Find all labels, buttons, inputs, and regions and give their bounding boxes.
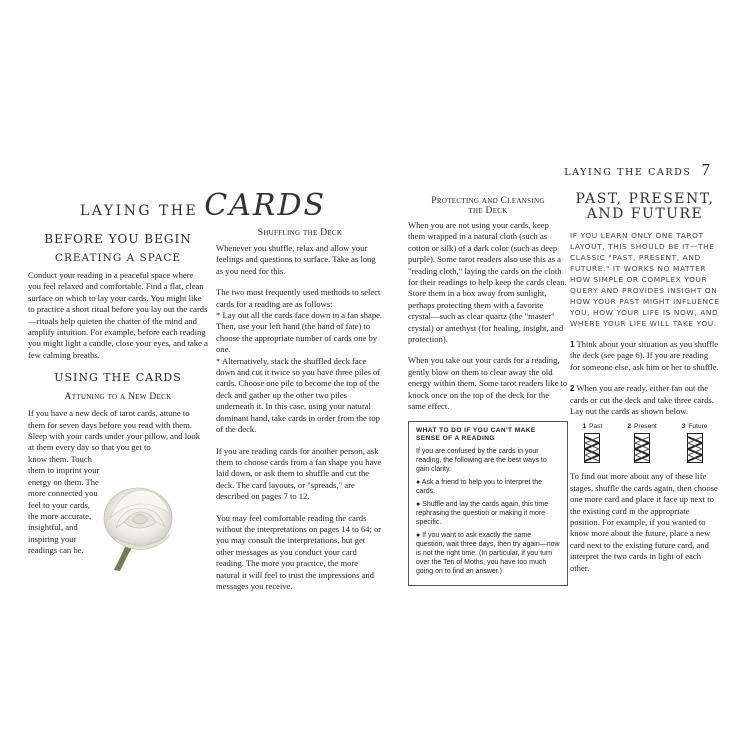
bullet-cut-deck: * Alternatively, stack the shuffled deck face down and cut it twice so you have three piles of cards. Choose one pile to become the top of the deck and gather up the other two piles underneath it. In this case, using your natural dominant hand, take cards in order from the top of the deck. — [216, 355, 381, 435]
subheading-attuning: Attuning to a New Deck — [64, 392, 172, 403]
paragraph-creating-space: Conduct your reading in a peaceful space where you feel relaxed and comfortable. Find a flat, clean surface on which to lay your cards. You might like to practice a short ritual before you lay out the cards—rituals help quieten the chatter of the mind and amplify intuition. For example, before each reading you might light a candle, close your eyes, and take a few calming breaths. — [28, 270, 208, 360]
column-shuffling — [216, 228, 384, 592]
box-item-wait: ● If you want to ask exactly the same question, wait three days, then try again—now is not the right time. (In particular, if you turn over the Ten of Moths, you have too much going on to find an answer.) — [416, 531, 560, 575]
page-number: 7 — [701, 160, 710, 179]
step-2 — [570, 383, 720, 417]
card-present — [627, 423, 656, 463]
paragraph-attuning-full: If you have a new deck of tarot cards, attune to them for seven days before you read with them. Sleep with your cards under your pillow, and look at them every day so that you get to — [28, 408, 201, 453]
intro-caps-text: IF YOU LEARN ONLY ONE TAROT LAYOUT, THIS SHOULD BE IT—THE CLASSIC "PAST, PRESENT, AND FUTURE." IT WORKS NO MATTER HOW SIMPLE OR COMPLEX YOUR QUERY AND PROVIDES INSIGHT ON HOW YOUR PAST MIGHT INFLUENCE YOU, HOW YOUR LIFE IS NOW, AND WHERE YOUR LIFE WILL TAKE YOU. — [570, 231, 720, 328]
step-1-number: 1 — [570, 340, 575, 349]
card-layout-diagram — [570, 423, 720, 463]
step-1-text: Think about your situation as you shuffle the deck (see page 6). If you are reading for someone else, ask him or her to shuffle. — [570, 339, 719, 372]
card-past-number: 1 — [582, 423, 587, 431]
page-title-prefix: LAYING THE — [80, 203, 199, 219]
box-title: WHAT TO DO IF YOU CAN'T MAKE SENSE OF A READING — [416, 426, 536, 442]
card-future — [682, 423, 708, 463]
paragraph-life-stages: To find out more about any of these life stages, shuffle the cards again, then choose one more card and place it face up next to the existing card in the appropriate position. For example, if you wanted to know more about the future, place a new card next to the existing future card, and interpret the two cards in light of each other. — [570, 471, 718, 573]
sidebar-box-cant-make-sense — [408, 421, 568, 586]
column-past-present-future — [570, 192, 720, 574]
page-title — [80, 188, 326, 223]
card-future-number: 3 — [681, 423, 686, 431]
running-head — [564, 160, 710, 180]
paragraph-interpretations: You may feel comfortable reading the cards without the interpretations on pages 14 to 64; or you may consult the interpretations, but get other messages as you conduct your card reading. The more you practice, the more natural it will feel to trust the impressions and messages you receive. — [216, 512, 382, 591]
card-back-icon — [634, 433, 650, 463]
box-intro: If you are confused by the cards in your reading, the following are the best ways to gain clarity. — [416, 447, 547, 473]
step-1 — [570, 339, 720, 373]
column-protecting — [408, 196, 568, 586]
heading-protecting-line1: Protecting and Cleansing — [431, 196, 545, 206]
page-title-main: CARDS — [204, 188, 327, 223]
heading-past-present-future: PAST, PRESENT, AND FUTURE — [575, 191, 715, 222]
heading-using-the-cards: USING THE CARDS — [54, 371, 182, 385]
paragraph-attuning-narrow: know them. Touch them to imprint your energy on them. The more connected you feel to your cards, the more accurate, insightful, and inspiring your readings can be. — [28, 453, 100, 556]
white-rose-image — [100, 474, 182, 576]
card-past — [582, 423, 602, 463]
bullet-fan-shape: * Lay out all the cards face down in a fan shape. Then, use your left hand (the hand of fate) to choose the appropriate number of cards one by one. — [216, 310, 383, 355]
running-head-title: LAYING THE CARDS — [564, 167, 692, 178]
card-present-number: 2 — [627, 423, 632, 431]
paragraph-methods-intro: The two most frequently used methods to select cards for a reading are as follows: — [216, 287, 381, 309]
box-item-reshuffle: ● Shuffle and lay the cards again, this time rephrasing the question or making it more specific. — [416, 500, 549, 526]
card-back-icon — [584, 433, 600, 463]
card-back-icon — [687, 433, 703, 463]
card-present-label: Present — [634, 423, 657, 431]
paragraph-protecting: When you are not using your cards, keep them wrapped in a natural cloth (such as cotton or silk) of a dark color (such as deep purple). Some tarot readers also use this as a "reading cloth," laying the cards on the cloth for their readings to help keep the cards clean. Store them in a box away from sunlight, perhaps protecting them with a favorite crystal—such as clear quartz (the "master" crystal) or amethyst (for healing, insight, and protection). — [408, 220, 567, 345]
box-item-ask-friend: ● Ask a friend to help you to interpret the cards. — [416, 478, 543, 495]
subheading-creating-a-space: CREATING A SPACE — [54, 252, 182, 264]
heading-before-you-begin: BEFORE YOU BEGIN — [44, 232, 192, 246]
step-2-text: When you are ready, either fan out the cards or cut the deck and take three cards. Lay out the cards as shown below. — [570, 383, 714, 417]
paragraph-blow-on-cards: When you take out your cards for a reading, gently blow on them to clear away the old energy within them. Some tarot readers like to knock once on the top of the deck for the same effect. — [408, 355, 568, 412]
heading-protecting-line2: the Deck — [468, 206, 508, 216]
card-past-label: Past — [589, 423, 603, 431]
heading-shuffling-the-deck: Shuffling the Deck — [257, 228, 343, 238]
card-future-label: Future — [688, 423, 708, 431]
paragraph-shuffle-intro: Whenever you shuffle, relax and allow your feelings and questions to surface. Take as long as you need for this. — [216, 243, 376, 276]
step-2-number: 2 — [570, 384, 575, 394]
paragraph-reading-for-others: If you are reading cards for another person, ask them to choose cards from a fan shape you have laid down, or ask them to shuffle and cut the deck. The card layouts, or "spreads," are described on pages 7 to 12. — [216, 445, 382, 502]
